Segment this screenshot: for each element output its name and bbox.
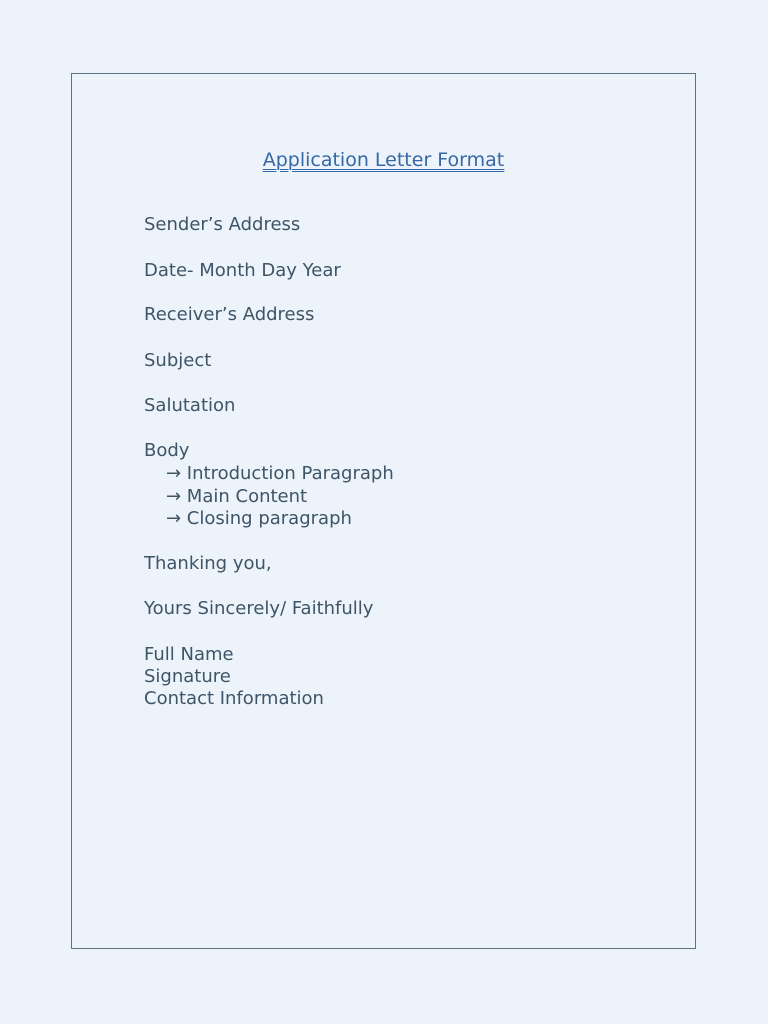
receiver-address-line: Receiver’s Address bbox=[144, 304, 315, 325]
contact-information-line: Contact Information bbox=[144, 688, 324, 709]
closing-line: Yours Sincerely/ Faithfully bbox=[144, 598, 374, 619]
body-item-introduction: → Introduction Paragraph bbox=[166, 463, 394, 484]
date-line: Date- Month Day Year bbox=[144, 260, 341, 281]
full-name-line: Full Name bbox=[144, 644, 234, 665]
body-label: Body bbox=[144, 440, 190, 461]
body-item-closing: → Closing paragraph bbox=[166, 508, 352, 529]
sender-address-line: Sender’s Address bbox=[144, 214, 301, 235]
page-title bbox=[72, 147, 695, 173]
letter-page bbox=[71, 73, 696, 949]
subject-line: Subject bbox=[144, 350, 212, 371]
salutation-line: Salutation bbox=[144, 395, 236, 416]
body-item-main-content: → Main Content bbox=[166, 486, 308, 507]
page-title-text: Application Letter Format bbox=[262, 149, 505, 171]
signature-line: Signature bbox=[144, 666, 231, 687]
thanking-line: Thanking you, bbox=[144, 553, 272, 574]
